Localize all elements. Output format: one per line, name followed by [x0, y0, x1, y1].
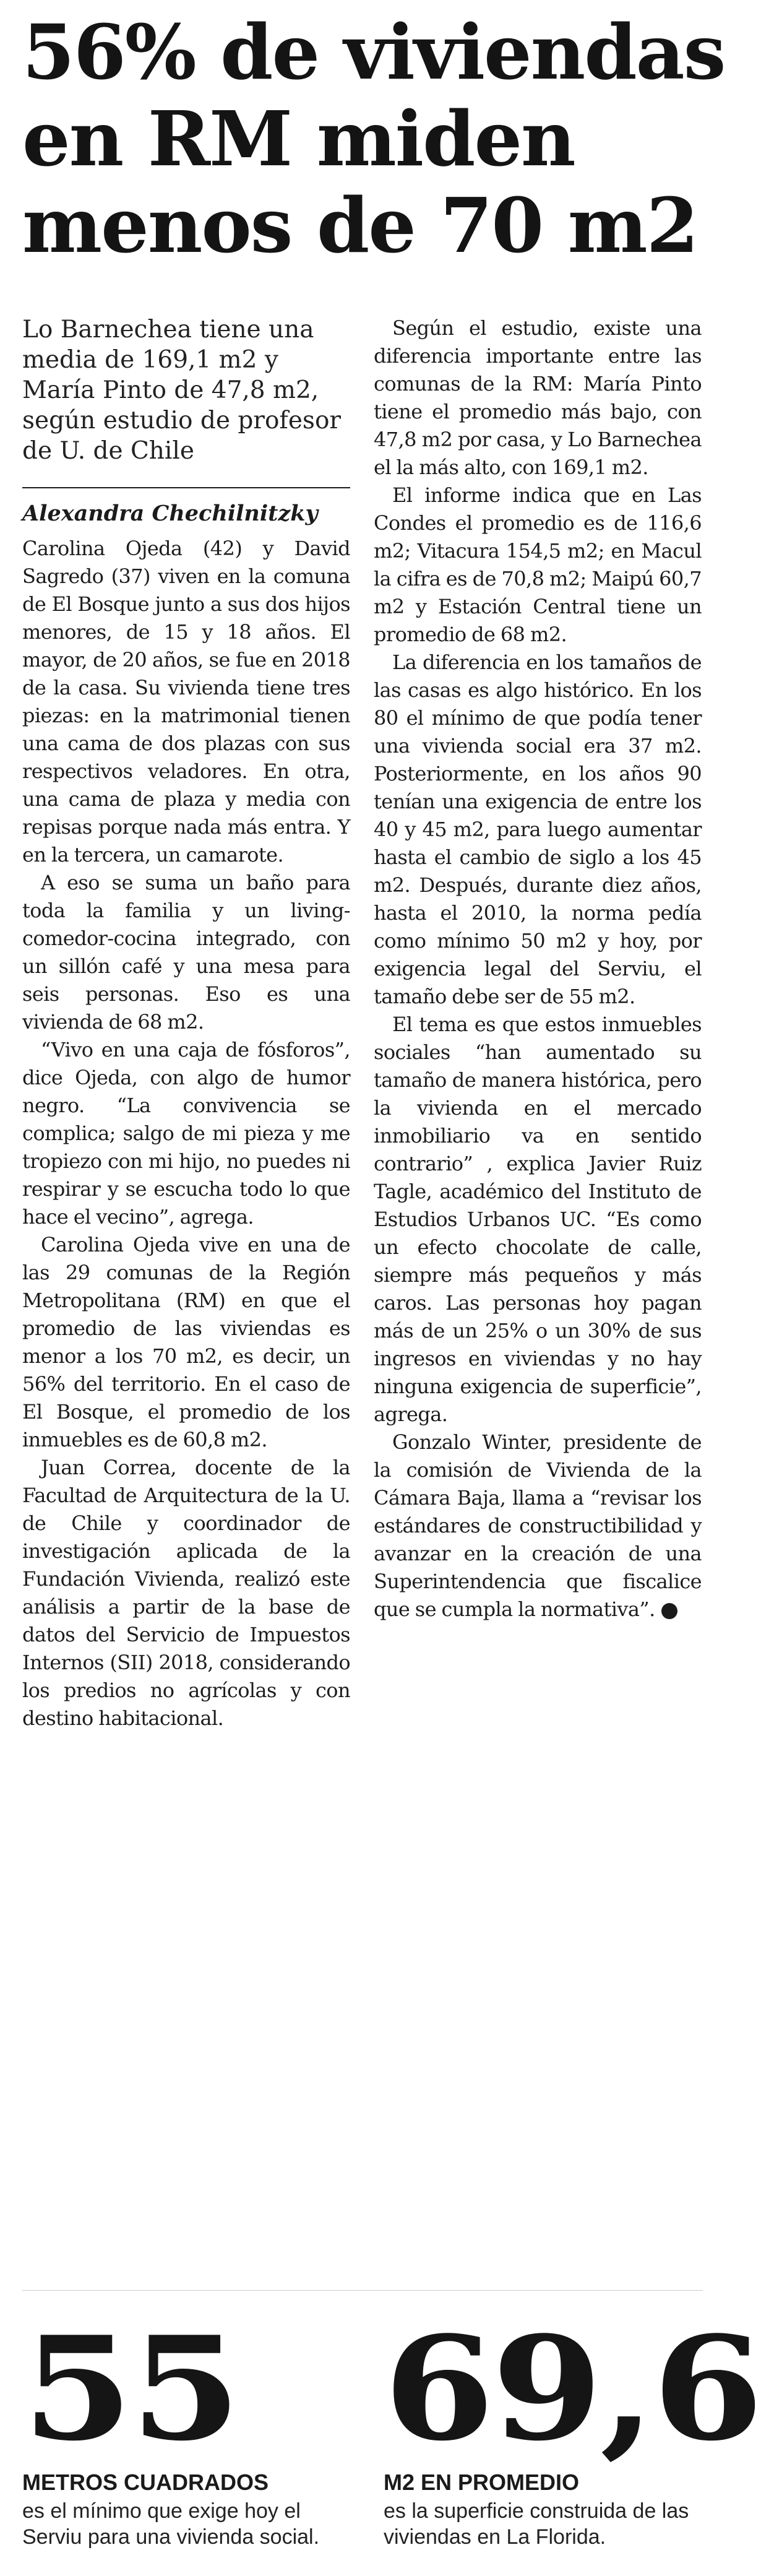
end-of-article-bullet-icon — [661, 1603, 677, 1619]
stat-description: es el mínimo que exige hoy el Serviu para una vivienda social. — [22, 2499, 320, 2549]
body-paragraph: Carolina Ojeda vive en una de las 29 comunas de la Región Metropolitana (RM) en que el promedio de las viviendas es menor a los 70 m2, es decir, un 56% del territorio. En el caso de El Bosque, el promedio de los inmuebles es de 60,8 m2. — [22, 1233, 350, 1451]
body-paragraph: A eso se suma un baño para toda la familia y un living-comedor-cocina integrado, con un sillón café y una mesa para seis personas. Eso es una vivienda de 68 m2. — [22, 871, 350, 1034]
left-column — [22, 314, 350, 1732]
headline-line-1: 56% de viviendas — [22, 7, 725, 97]
stat-box-minimum — [22, 2306, 356, 2550]
right-column — [374, 314, 702, 1623]
stat-number: 55 — [22, 2306, 239, 2473]
body-paragraph-final — [374, 1428, 702, 1623]
body-paragraph: “Vivo en una caja de fósforos”, dice Ojeda, con algo de humor negro. “La convivencia se complica; salgo de mi pieza y me tropiezo con mi hijo, no puedes ni respirar y se escucha todo lo que hace el vecino”, agrega. — [22, 1038, 350, 1229]
body-paragraph: Carolina Ojeda (42) y David Sagredo (37) viven en la comuna de El Bosque junto a sus dos hijos menores, de 15 y 18 años. El mayor, de 20 años, se fue en 2018 de la casa. Su vivienda tiene tres piezas: en la matrimonial tienen una cama de dos plazas con sus respectivos veladores. En otra, una cama de plaza y media con repisas porque nada más entra. Y en la tercera, un camarote. — [22, 537, 350, 867]
body-paragraph: Juan Correa, docente de la Facultad de Arquitectura de la U. de Chile y coordinador de investigación aplicada de la Fundación Vivienda, realizó este análisis a partir de la base de datos del Servicio de Impuestos Internos (SII) 2018, considerando los predios no agrícolas y con destino habitacional. — [22, 1456, 350, 1730]
stats-divider — [22, 2290, 703, 2291]
body-paragraph: El informe indica que en Las Condes el promedio es de 116,6 m2; Vitacura 154,5 m2; en Macul la cifra es de 70,8 m2; Maipú 60,7 m2 y Estación Central tiene un promedio de 68 m2. — [374, 483, 702, 646]
lead-summary: Lo Barnechea tiene una media de 169,1 m2 y María Pinto de 47,8 m2, según estudio de profesor de U. de Chile — [22, 316, 342, 465]
body-paragraph: El tema es que estos inmuebles sociales “han aumentado su tamaño de manera histórica, pero la vivienda en el mercado inmobiliario va en sentido contrario” , explica Javier Ruiz Tagle, académico del Instituto de Estudios Urbanos UC. “Es como un efecto chocolate de calle, siempre más pequeños y más caros. Las personas hoy pagan más de un 25% o un 30% de sus ingresos en viviendas y no hay ninguna exigencia de superficie”, agrega. — [374, 1013, 702, 1426]
byline-divider — [22, 487, 350, 488]
stat-label: METROS CUADRADOS — [22, 2470, 269, 2495]
body-paragraph: La diferencia en los tamaños de las casas es algo histórico. En los 80 el mínimo de que podía tener una vivienda social era 37 m2. Posteriormente, en los años 90 tenían una exigencia de entre los 40 y 45 m2, para luego aumentar hasta el cambio de siglo a los 45 m2. Después, durante diez años, hasta el 2010, la norma pedía como mínimo 50 m2 y hoy, por exigencia legal del Serviu, el tamaño debe ser de 55 m2. — [374, 650, 702, 1008]
stat-number: 69,6 — [384, 2306, 761, 2473]
stat-label: M2 EN PROMEDIO — [384, 2470, 580, 2495]
headline — [22, 7, 725, 270]
body-paragraph: Según el estudio, existe una diferencia importante entre las comunas de la RM: María Pinto tiene el promedio más bajo, con 47,8 m2 por casa, y Lo Barnechea el la más alto, con 169,1 m2. — [374, 316, 702, 479]
stat-description: es la superficie construida de las viviendas en La Florida. — [384, 2499, 689, 2549]
byline: Alexandra Chechilnitzky — [22, 501, 318, 526]
headline-line-3: menos de 70 m2 — [22, 181, 698, 270]
headline-line-2: en RM miden — [22, 94, 575, 183]
final-paragraph-text: Gonzalo Winter, presidente de la comisión de Vivienda de la Cámara Baja, llama a “revisar los estándares de constructibilidad y avanzar en la creación de una Superintendencia que fiscalice que se cumpla la normativa”. — [374, 1430, 702, 1621]
stat-box-average — [384, 2306, 761, 2550]
